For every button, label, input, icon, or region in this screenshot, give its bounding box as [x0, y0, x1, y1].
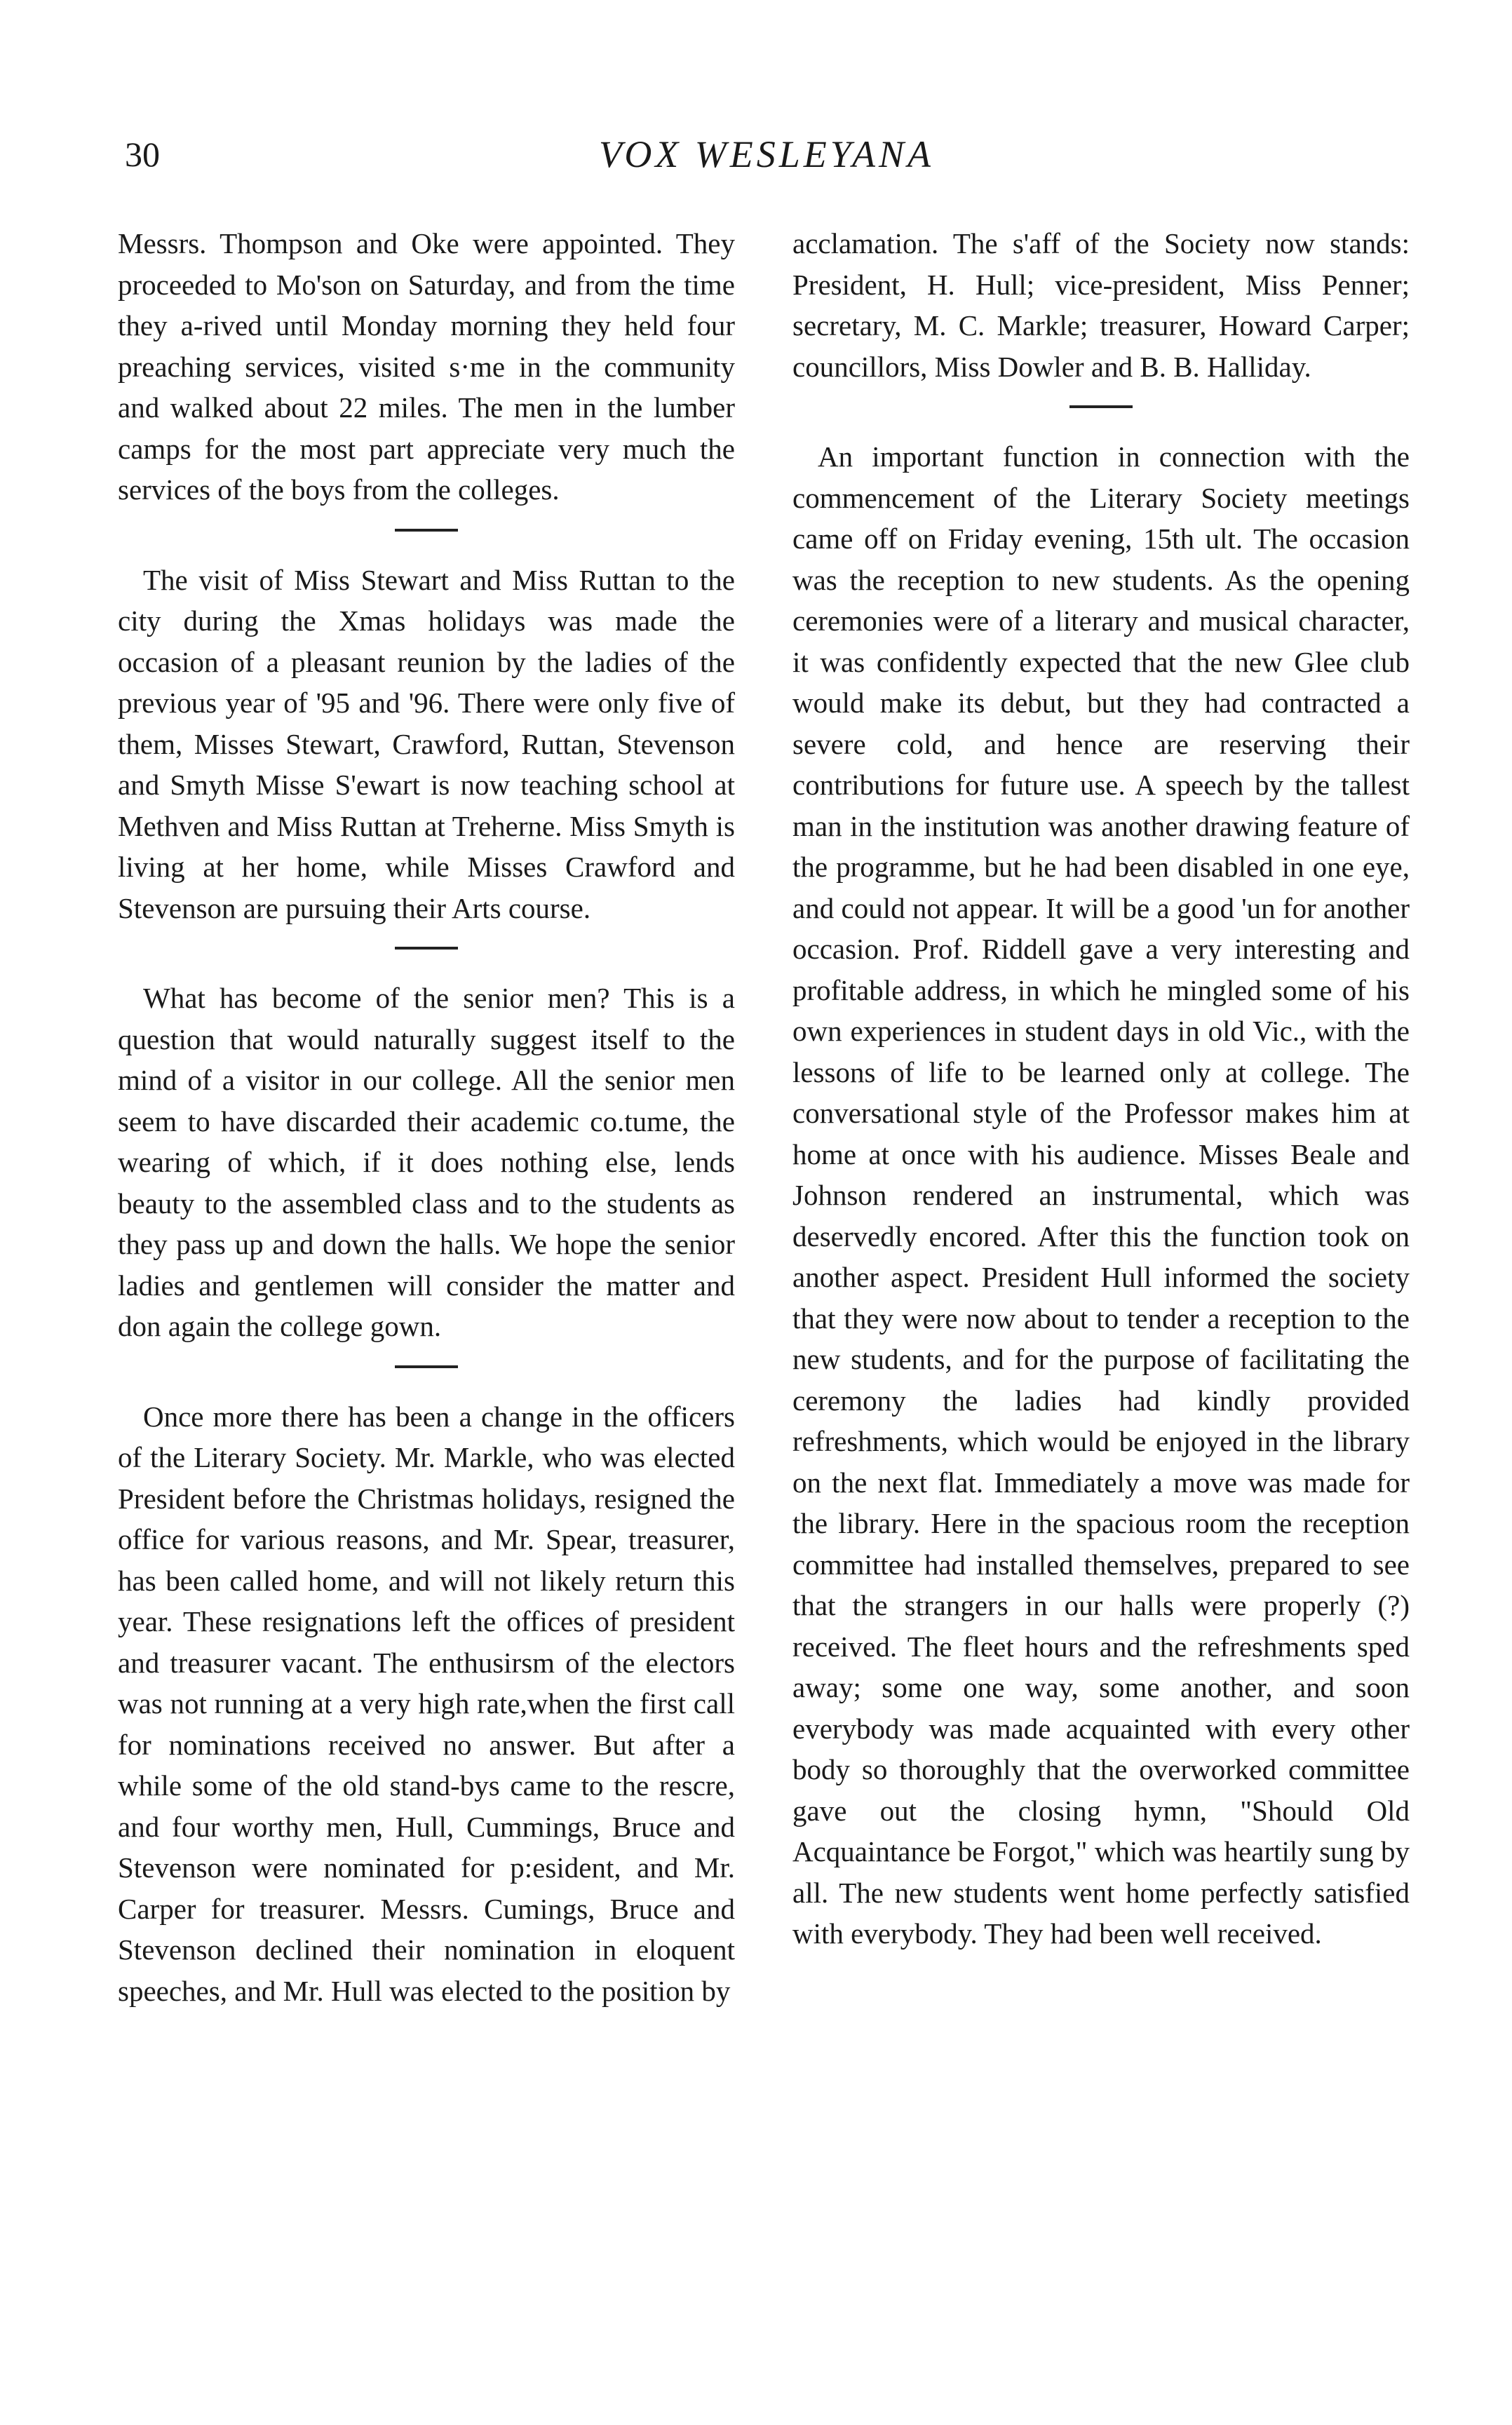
paragraph-messrs-thompson: Messrs. Thompson and Oke were appointed. They proceeded to Mo'son on Saturday, and from the time they a-rived until Monday morning they held four preaching services, visited s·me in the community and walked about 22 miles. The men in the lumber camps for the most part appreciate very much the services of the boys from the colleges. — [118, 227, 735, 506]
section-divider — [395, 947, 458, 950]
page-number: 30 — [125, 135, 160, 174]
paragraph-reception-new-students: An important function in connection with the commencement of the Literary Society meetings came off on Friday evening, 15th ult. The occasion was the reception to new students. As the opening ceremonies were of a literary and musical character, it was confidently expected that the new Glee club would make its debut, but they had contracted a severe cold, and hence are reserving their contributions for future use. A speech by the tallest man in the institution was another drawing feature of the programme, but he had been disabled in one eye, and could not appear. It will be a good 'un for another occasion. Prof. Riddell gave a very interesting and profitable address, in which he mingled some of his own experiences in student days in old Vic., with the lessons of life to be learned only at college. The conversational style of the Professor makes him at home at once with his audience. Misses Beale and Johnson rendered an instrumental, which was deservedly encored. After this the function took on another aspect. President Hull informed the society that they were now about to tender a reception to the new students, and for the purpose of facilitating the ceremony the ladies had kindly provided refreshments, which would be enjoyed in the library on the next flat. Immediately a move was made for the library. Here in the spacious room the reception committee had installed themselves, prepared to see that the strangers in our halls were properly (?) received. The fleet hours and the refreshments sped away; some one way, some another, and soon everybody was made acquainted with every other body so thoroughly that the overworked committee gave out the closing hymn, "Should Old Acquaintance be Forgot," which was heartily sung by all. The new students went home perfectly satisfied with everybody. They had been well received. — [792, 440, 1410, 1950]
section-divider — [395, 1365, 458, 1368]
paragraph-senior-men: What has become of the senior men? This is a question that would naturally suggest itself to the mind of a visitor in our college. All the senior men seem to have discarded their academic co.tume, the wearing of which, if it does nothing else, lends beauty to the assembled class and to the students as they pass up and down the halls. We hope the senior ladies and gentlemen will consider the matter and don again the college gown. — [118, 982, 735, 1342]
section-divider — [1069, 405, 1133, 408]
section-divider — [395, 529, 458, 532]
paragraph-miss-stewart-visit: The visit of Miss Stewart and Miss Ruttan to the city during the Xmas holidays was made the occasion of a pleasant reunion by the ladies of the previous year of '95 and '96. There were only five of them, Misses Stewart, Crawford, Ruttan, Stevenson and Smyth Misse S'ewart is now teaching school at Methven and Miss Ruttan at Treherne. Miss Smyth is living at her home, while Misses Crawford and Stevenson are pursuing their Arts course. — [118, 563, 735, 924]
running-title: VOX WESLEYANA — [598, 133, 935, 175]
paragraph-society-staff: acclamation. The s'aff of the Society now stands: President, H. Hull; vice-president, Miss Penner; secretary, M. C. Markle; treasurer, Howard Carper; councillors, Miss Dowler and B. B. Halliday. — [792, 227, 1410, 383]
page-header — [125, 133, 1408, 189]
left-column — [118, 223, 735, 2327]
right-column — [792, 223, 1410, 2327]
paragraph-literary-society-officers: Once more there has been a change in the officers of the Literary Society. Mr. Markle, who was elected President before the Christmas holidays, resigned the office for various reasons, and Mr. Spear, treasurer, has been called home, and will not likely return this year. These resignations left the offices of president and treasurer vacant. The enthusirsm of the electors was not running at a very high rate,when the first call for nominations received no answer. But after a while some of the old stand-bys came to the rescre, and four worthy men, Hull, Cummings, Bruce and Stevenson were nominated for p:esident, and Mr. Carper for treasurer. Messrs. Cumings, Bruce and Stevenson declined their nomination in eloquent speeches, and Mr. Hull was elected to the position by — [118, 1400, 735, 2007]
